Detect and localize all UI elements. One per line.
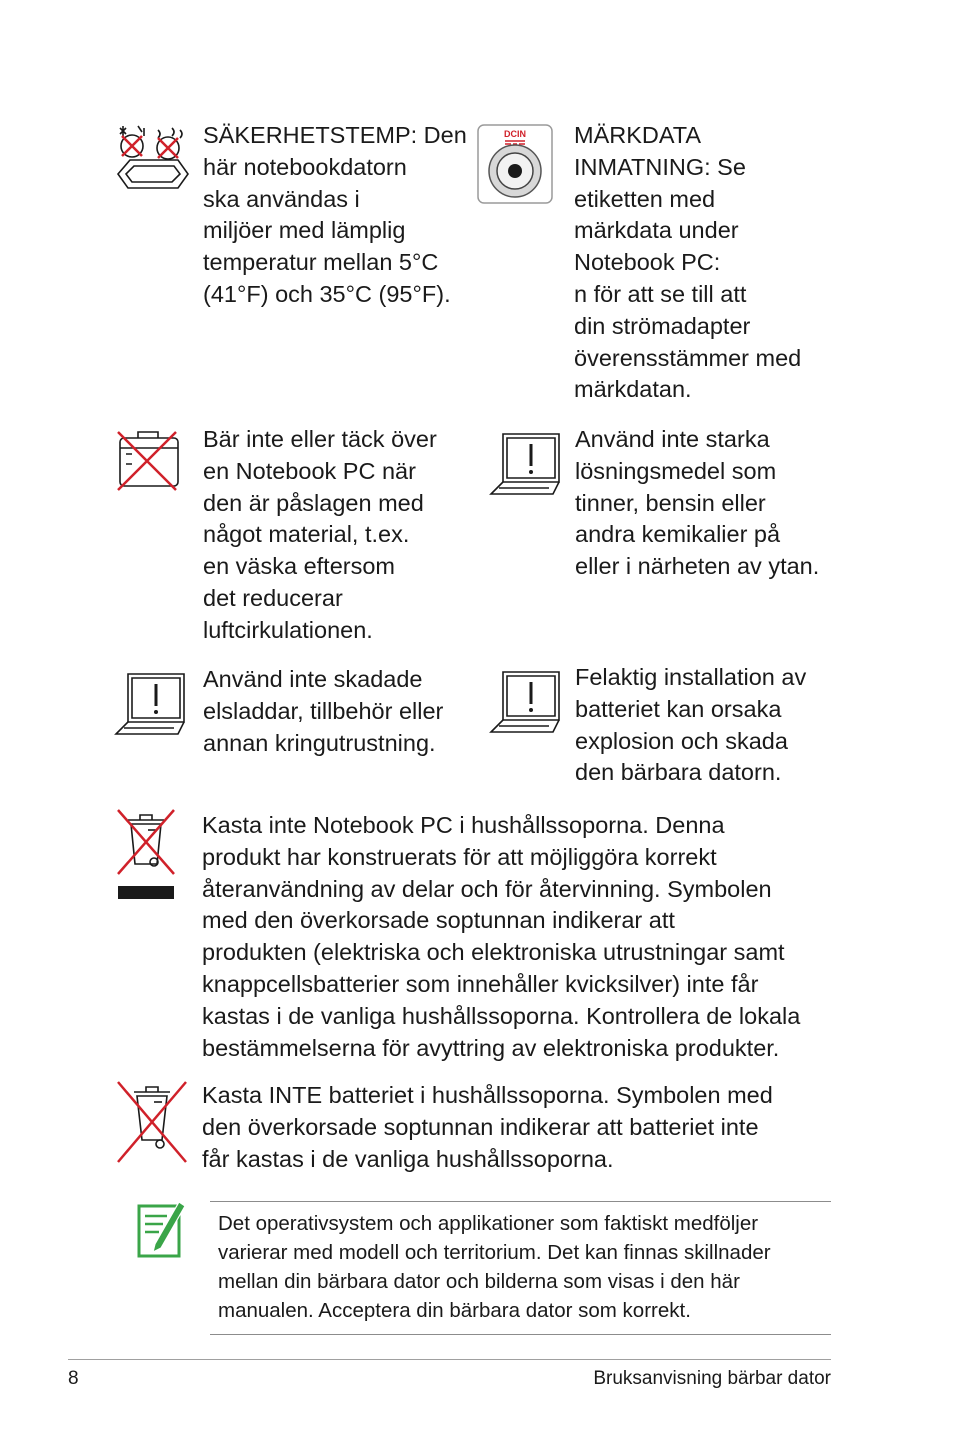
cords-warning-text: Använd inte skadade elsladdar, tillbehör eller annan kringutrustning. bbox=[203, 666, 444, 756]
battery-disposal-text: Kasta INTE batteriet i hushållssoporna. Symbolen med den överkorsade soptunnan indikerar att batteriet inte får kastas i de vanliga hushållssoporna. bbox=[202, 1082, 773, 1172]
rating-label-text: MÄRKDATA INMATNING: Se etiketten med märkdata under Notebook PC: n för att se till att din strömadapter överensstämmer med märkdatan. bbox=[574, 122, 802, 403]
note-bottom-rule bbox=[210, 1334, 831, 1335]
manual-title: Bruksanvisning bärbar dator bbox=[593, 1368, 831, 1389]
page-number: 8 bbox=[68, 1368, 79, 1389]
laptop-warning-icon bbox=[489, 430, 567, 500]
cover-warning-text: Bär inte eller täck över en Notebook PC när den är påslagen med något material, t.ex. en väska eftersom det reducerar luftcirkulationen. bbox=[203, 426, 437, 643]
note-pencil-icon bbox=[135, 1198, 187, 1260]
dcin-label: DCIN bbox=[504, 129, 526, 139]
note-top-rule bbox=[210, 1201, 831, 1202]
note-text: Det operativsystem och applikationer som faktiskt medföljer varierar med modell och territorium. Det kan finnas skillnader mellan din bärbara dator och bilderna som visas i den här manualen. Acceptera din bärbara dator som korrekt. bbox=[218, 1212, 771, 1322]
crossed-bin-icon bbox=[114, 806, 178, 902]
footer-rule bbox=[68, 1359, 831, 1360]
weee-disposal-text: Kasta inte Notebook PC i hushållssoporna. Denna produkt har konstruerats för att möjliggöra korrekt återanvändning av delar och för återvinning. Symbolen med den överkorsade soptunnan indikerar att produkten (elektriska och elektroniska utrustningar samt knappcellsbatterier som innehåller kvicksilver) inte får kastas i de vanliga hushållssoporna. Kontrollera de lokala bestämmelserna för avyttring av elektroniska produkter. bbox=[202, 812, 801, 1061]
no-cover-icon bbox=[114, 428, 182, 492]
laptop-warning-icon bbox=[114, 670, 192, 740]
dcin-rating-icon bbox=[477, 124, 553, 204]
temperature-warning-text: SÄKERHETSTEMP: Den här notebookdatorn ska användas i miljöer med lämplig temperatur mellan 5°C (41°F) och 35°C (95°F). bbox=[203, 122, 467, 307]
battery-warning-text: Felaktig installation av batteriet kan orsaka explosion och skada den bärbara datorn. bbox=[575, 664, 807, 786]
laptop-warning-icon bbox=[489, 668, 567, 738]
temperature-warning-icon bbox=[112, 122, 194, 192]
crossed-bin-icon bbox=[114, 1078, 190, 1166]
solvents-warning-text: Använd inte starka lösningsmedel som tinner, bensin eller andra kemikalier på eller i närheten av ytan. bbox=[575, 426, 820, 580]
